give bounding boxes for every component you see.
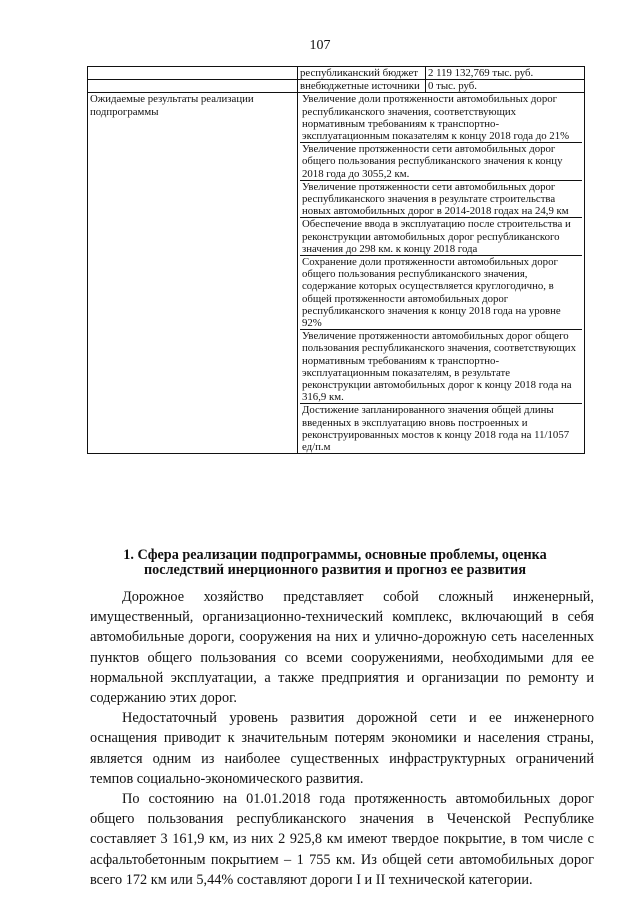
empty-label-cell <box>88 80 298 93</box>
subprogram-passport-table <box>87 66 585 454</box>
result-item: Сохранение доли протяженности автомобильных дорог общего пользования республиканского значения, содержание которых осуществляется круглогодично, в общей протяженности автомобильных дорог республиканского значения к концу 2018 года на уровне 92% <box>300 256 582 330</box>
funding-amount: 0 тыс. руб. <box>426 80 585 93</box>
expected-results-label: Ожидаемые результаты реализации подпрограммы <box>88 93 298 454</box>
funding-row-budget <box>88 67 585 80</box>
paragraph: Дорожное хозяйство представляет собой сложный инженерный, имущественный, организационно-технический комплекс, включающий в себя автомобильные дороги, сооружения на них и улично-дорожную сеть населенных пунктов общего пользования со всеми сооружениями, необходимыми для ее нормальной эксплуатации, а также предприятия и организации по ремонту и содержанию этих дорог. <box>90 589 594 707</box>
expected-results-row <box>88 93 585 454</box>
expected-results-cell <box>298 93 585 454</box>
result-item: Достижение запланированного значения общей длины введенных в эксплуатацию вновь построенных и реконструированных мостов к концу 2018 года на 11/1057 ед/п.м <box>302 404 570 454</box>
result-item: Увеличение протяженности автомобильных дорог общего пользования республиканского значения, соответствующих нормативным требованиям к транспортно-эксплуатационным показателям, в результате реконструкции автомобильных дорог к концу 2018 года на 316,9 км. <box>300 330 582 404</box>
empty-label-cell <box>88 67 298 80</box>
body-text <box>90 587 594 890</box>
result-item: Увеличение протяженности сети автомобильных дорог общего пользования республиканского значения к концу 2018 года до 3055,2 км. <box>300 143 582 181</box>
funding-amount: 2 119 132,769 тыс. руб. <box>426 67 585 80</box>
paragraph: Недостаточный уровень развития дорожной сети и ее инженерного оснащения приводит к значительным потерям экономики и населения страны, является одним из наиболее существенных инфраструктурных ограничений темпов социально-экономического развития. <box>90 710 594 787</box>
result-item: Обеспечение ввода в эксплуатацию после строительства и реконструкции автомобильных дорог республиканского значения до 298 км. к концу 2018 года <box>300 218 582 256</box>
funding-row-extrabudget <box>88 80 585 93</box>
funding-source: внебюджетные источники <box>298 80 426 93</box>
result-item: Увеличение доли протяженности автомобильных дорог республиканского значения, соответствующих нормативным требованиям к транспортно-эксплуатационным показателям к концу 2018 года до 21% <box>300 93 582 142</box>
funding-source: республиканский бюджет <box>298 67 426 80</box>
expected-results-list <box>300 93 582 453</box>
paragraph: По состоянию на 01.01.2018 года протяженность автомобильных дорог общего пользования республиканского значения в Чеченской Республике составляет 3 161,9 км, из них 2 925,8 км имеют твердое покрытие, в том числе с асфальтобетонным покрытием – 1 755 км. Из общей сети автомобильных дорог всего 172 км или 5,44% составляют дороги I и II технической категории. <box>90 791 594 888</box>
section-heading: 1. Сфера реализации подпрограммы, основные проблемы, оценка последствий инерционного развития и прогноз ее развития <box>123 547 547 578</box>
result-item: Увеличение протяженности сети автомобильных дорог республиканского значения в результате строительства новых автомобильных дорог в 2014-2018 годах на 24,9 км <box>300 180 582 218</box>
page-number: 107 <box>309 38 331 53</box>
